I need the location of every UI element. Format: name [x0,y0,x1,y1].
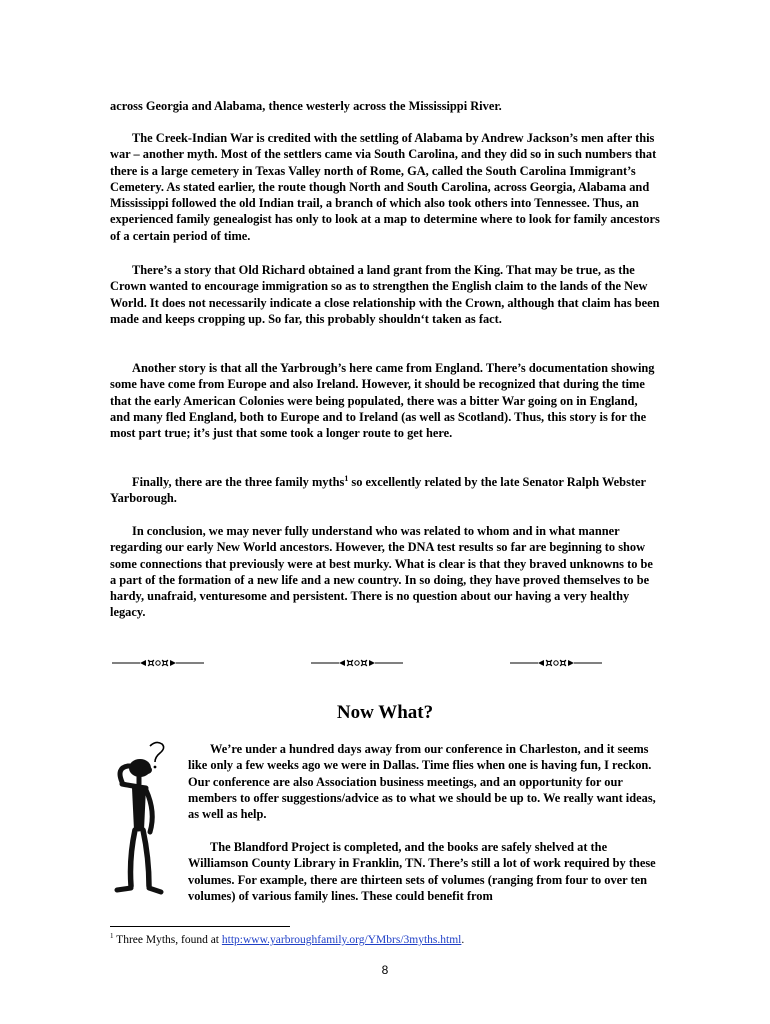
paragraph-land-grant: There’s a story that Old Richard obtained a land grant from the King. That may be true, as the Crown wanted to encourage immigration so as to strengthen the English claim to the lands of the New World. It does not necessarily indicate a close relationship with the Crown, although that claim has been made and keeps cropping up. So far, this probably shouldn‘t taken as fact. [110,263,660,326]
paragraph-yarbroughs-england: Another story is that all the Yarbrough’s here came from England. There’s documentation showing some have come from Europe and also Ireland. However, it should be recognized that during the time that the early American Colonies were being populated, there was a bitter War going on in England, and many fled England, both to Europe and to Ireland (as well as Scotland). Thus, this story is for the most part true; it’s just that some took a longer route to get here. [110,361,655,441]
paragraph-family-myths [110,474,660,507]
paragraph-conference: We’re under a hundred days away from our conference in Charleston, and it seems like only a few weeks ago we were in Dallas. Time flies when one is having fun, I reckon. Our conference are also Association business meetings, and an opportunity for our members to offer suggestions/advice as to what we should be up to. We really want ideas, as well as help. [188,742,656,822]
footnote-number: 1 [110,932,114,941]
thinking-stick-figure-icon [102,738,180,906]
footnote-divider [110,926,290,927]
myths-text-after: so excellently related by the late Senator Ralph Webster Yarborough. [110,475,646,506]
ornament-divider-icon [508,653,604,673]
myths-text-before: Finally, there are the three family myths [132,475,345,489]
section-heading: Now What? [336,702,434,723]
footnote-text: Three Myths, found at [113,934,222,946]
paragraph-creek-indian-war: The Creek-Indian War is credited with the settling of Alabama by Andrew Jackson’s men after this war – another myth. Most of the settlers came via South Carolina, and they did so in such numbers that there is a large cemetery in Texas Valley north of Rome, GA, called the South Carolina Immigrant’s Cemetery. As stated earlier, the route though North and South Carolina, across Georgia, Alabama and Mississippi followed the old Indian trail, a branch of which also took others into Tennessee. Thus, an experienced family genealogist has only to look at a map to determine where to look for family ancestors of a certain period of time. [110,131,660,243]
ornament-divider-icon [309,653,405,673]
paragraph-continuation: across Georgia and Alabama, thence westerly across the Mississippi River. [110,99,502,113]
ornament-divider-icon [110,653,206,673]
footnote-end: . [461,934,465,946]
footnote-link[interactable]: http:www.yarbroughfamily.org/YMbrs/3myths.html [221,934,462,946]
footnote-marker: 1 [344,473,349,483]
paragraph-conclusion: In conclusion, we may never fully understand who was related to whom and in what manner regarding our early New World ancestors. However, the DNA test results so far are beginning to show some connections that previously were at best murky. What is clear is that they braved unknowns to be a part of the formation of a new life and a new country. In so doing, they have proved themselves to be hardy, unafraid, venturesome and persistent. There is no question about our having a very healthy legacy. [110,524,653,620]
page-number: 8 [381,963,389,977]
paragraph-blandford: The Blandford Project is completed, and the books are safely shelved at the Williamson County Library in Franklin, TN. There’s still a lot of work required by these volumes. For example, there are thirteen sets of volumes (ranging from four to over ten volumes) of various family lines. These could benefit from [188,840,656,903]
footnote [110,933,670,947]
